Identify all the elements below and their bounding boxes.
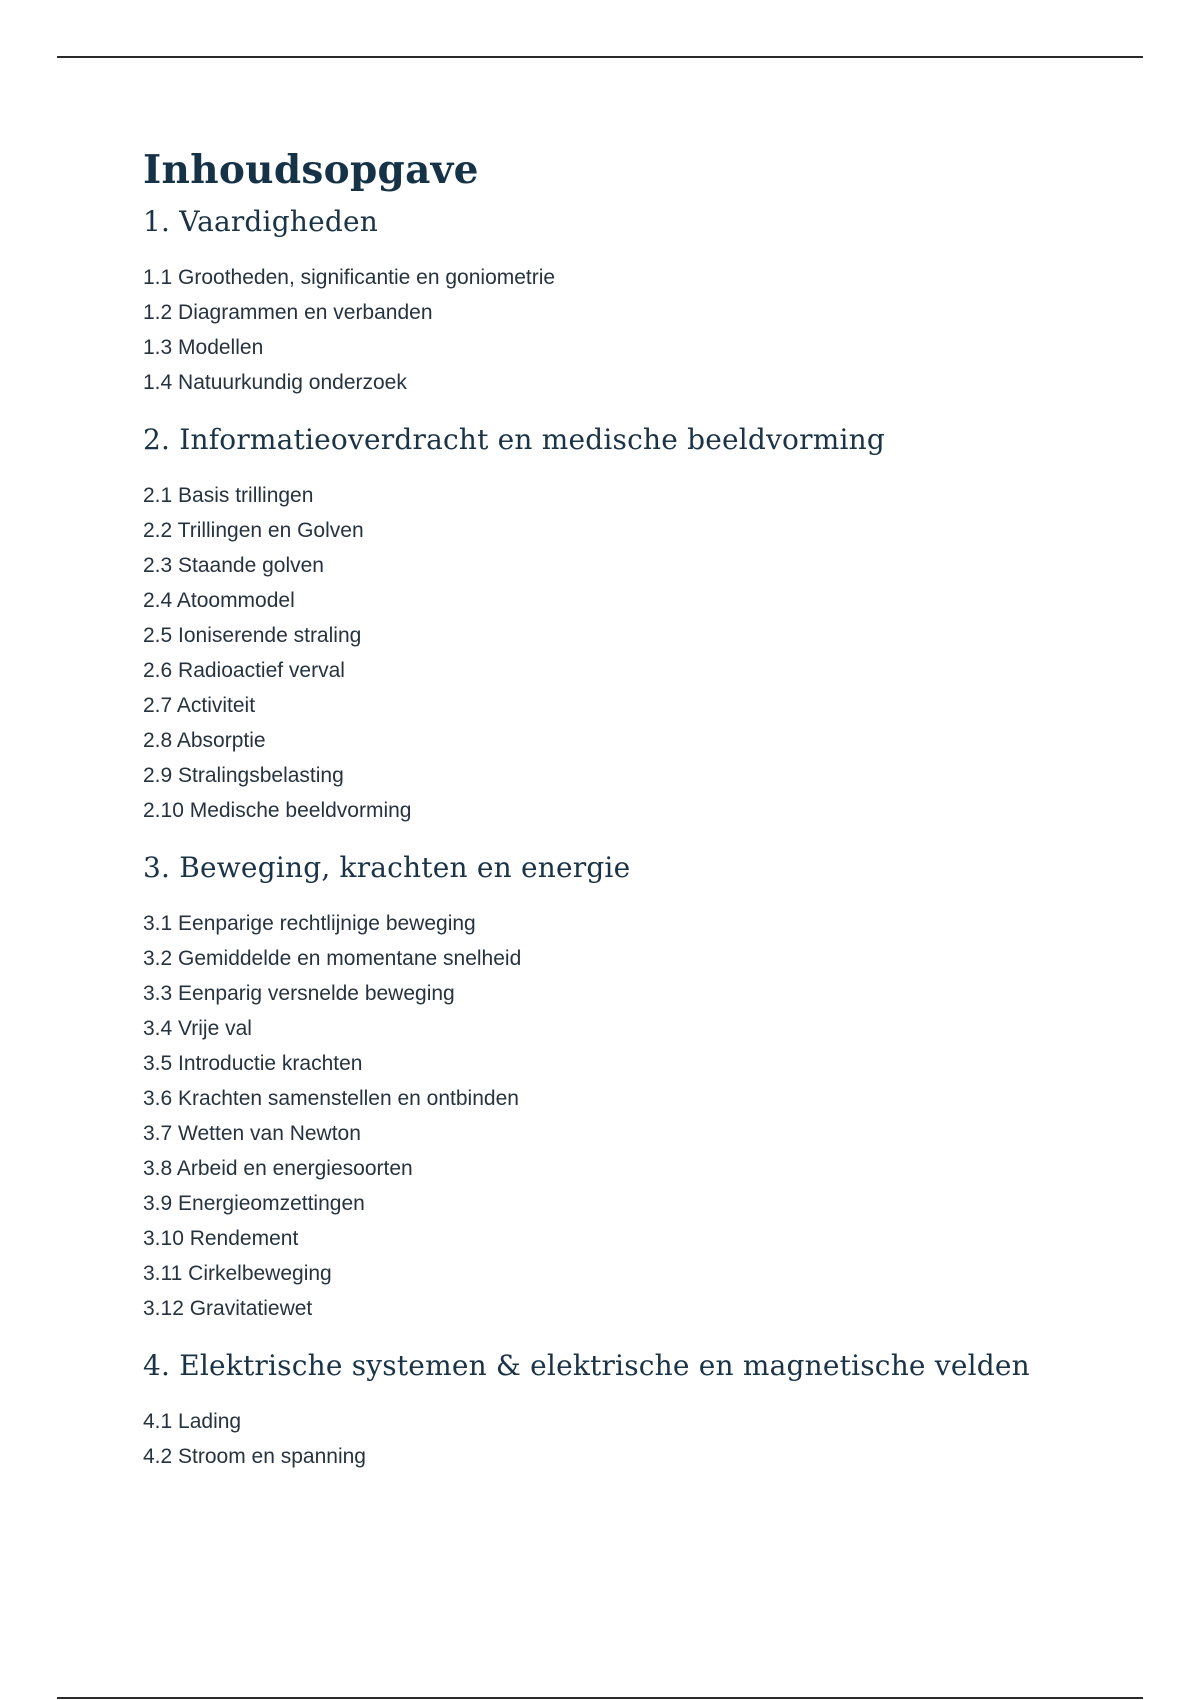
section-heading: 1. Vaardigheden <box>143 205 378 238</box>
toc-item: 3.6 Krachten samenstellen en ontbinden <box>143 1087 519 1110</box>
toc-item: 2.2 Trillingen en Golven <box>143 519 364 542</box>
section-1 <box>143 202 1143 400</box>
section-heading: 3. Beweging, krachten en energie <box>143 851 631 884</box>
toc-item: 3.12 Gravitatiewet <box>143 1297 313 1320</box>
table-of-contents <box>143 142 1143 1494</box>
toc-item: 3.1 Eenparige rechtlijnige beweging <box>143 912 476 935</box>
toc-item: 3.5 Introductie krachten <box>143 1052 363 1075</box>
section-heading: 2. Informatieoverdracht en medische beeldvorming <box>143 423 885 456</box>
toc-item: 2.5 Ioniserende straling <box>143 624 362 647</box>
toc-item: 2.6 Radioactief verval <box>143 659 345 682</box>
toc-item: 4.1 Lading <box>143 1410 242 1433</box>
toc-item: 3.8 Arbeid en energiesoorten <box>143 1157 413 1180</box>
toc-item: 1.2 Diagrammen en verbanden <box>143 301 433 324</box>
toc-item: 3.4 Vrije val <box>143 1017 252 1040</box>
toc-item: 2.9 Stralingsbelasting <box>143 764 344 787</box>
toc-item: 2.8 Absorptie <box>143 729 266 752</box>
toc-item: 2.4 Atoommodel <box>143 589 295 612</box>
toc-item: 3.3 Eenparig versnelde beweging <box>143 982 455 1005</box>
section-item-list <box>143 478 1143 828</box>
section-item-list <box>143 260 1143 400</box>
toc-item: 4.2 Stroom en spanning <box>143 1445 366 1468</box>
toc-item: 2.10 Medische beeldvorming <box>143 799 412 822</box>
section-4 <box>143 1346 1143 1474</box>
toc-item: 3.7 Wetten van Newton <box>143 1122 361 1145</box>
section-3 <box>143 848 1143 1326</box>
toc-item: 2.1 Basis trillingen <box>143 484 314 507</box>
page-title: Inhoudsopgave <box>143 147 479 193</box>
bottom-divider <box>57 1697 1143 1699</box>
section-item-list <box>143 906 1143 1326</box>
toc-item: 2.3 Staande golven <box>143 554 324 577</box>
toc-item: 1.1 Grootheden, significantie en goniometrie <box>143 266 556 289</box>
top-divider <box>57 56 1143 58</box>
toc-item: 3.11 Cirkelbeweging <box>143 1262 332 1285</box>
toc-item: 2.7 Activiteit <box>143 694 256 717</box>
toc-item: 3.10 Rendement <box>143 1227 299 1250</box>
section-item-list <box>143 1404 1143 1474</box>
toc-item: 3.9 Energieomzettingen <box>143 1192 365 1215</box>
section-heading: 4. Elektrische systemen & elektrische en magnetische velden <box>143 1349 1030 1382</box>
toc-item: 3.2 Gemiddelde en momentane snelheid <box>143 947 522 970</box>
toc-item: 1.3 Modellen <box>143 336 264 359</box>
toc-item: 1.4 Natuurkundig onderzoek <box>143 371 407 394</box>
section-2 <box>143 420 1143 828</box>
